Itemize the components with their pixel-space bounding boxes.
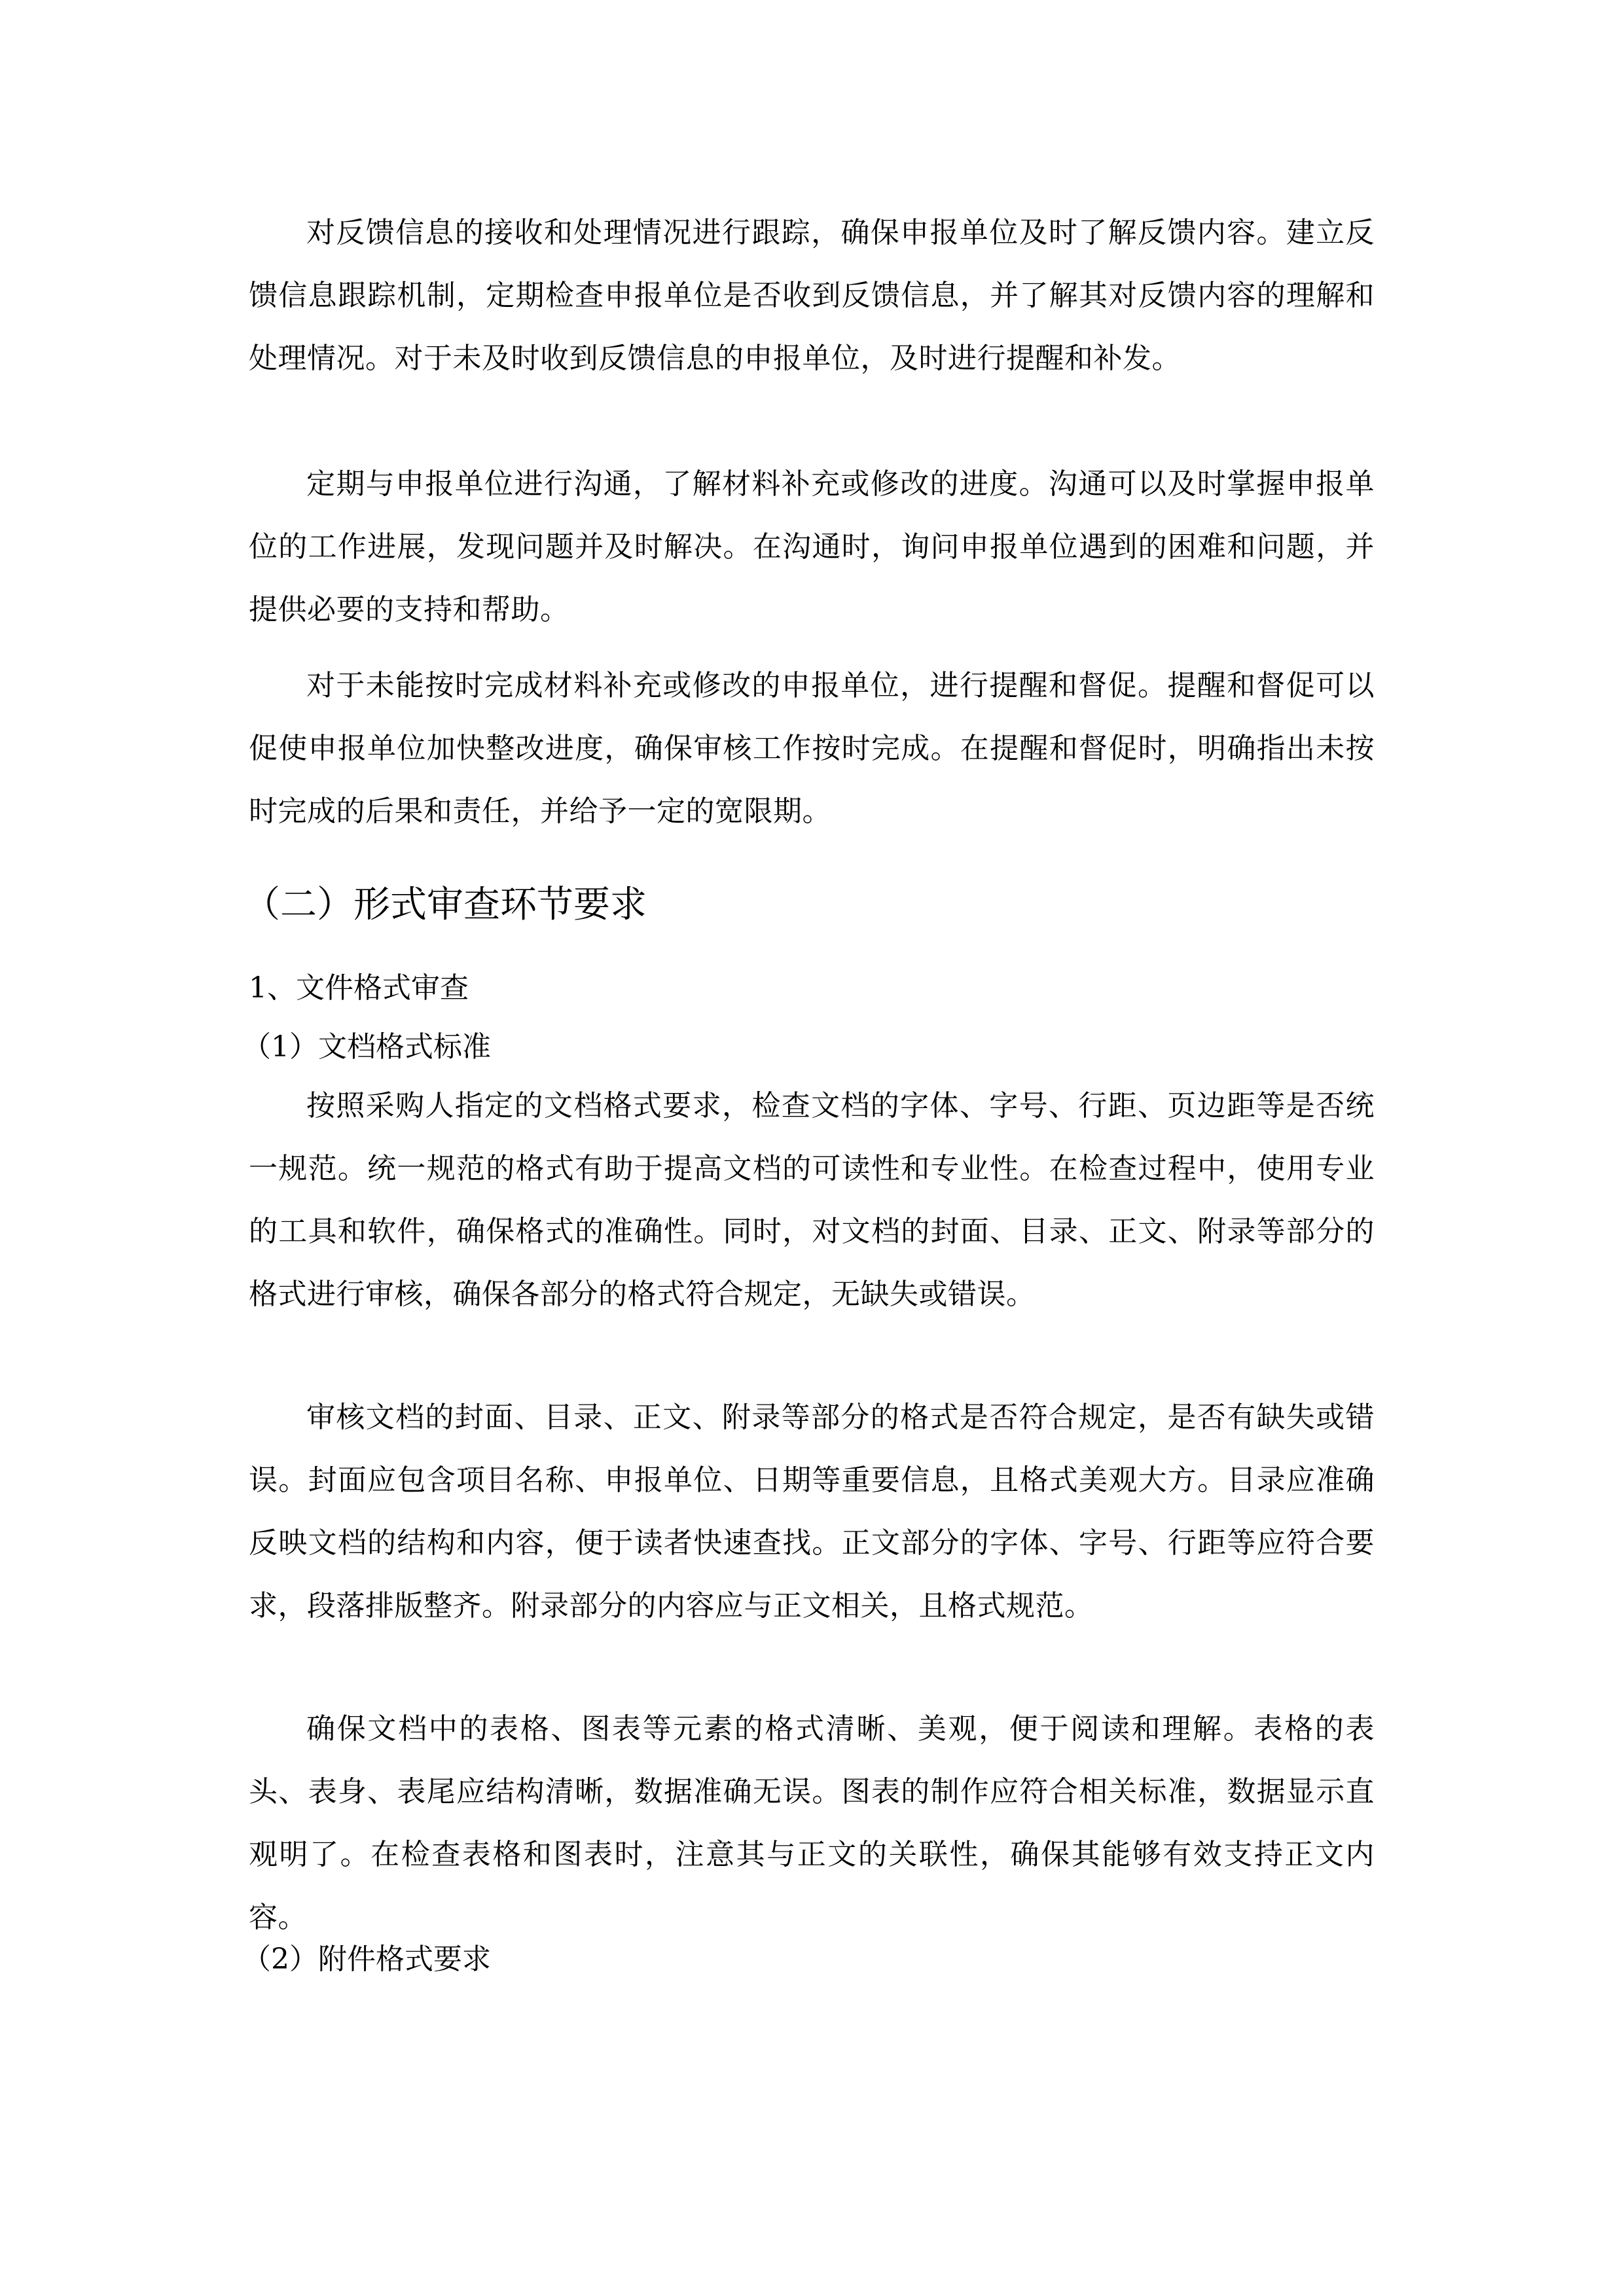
paragraph-reminder: 对于未能按时完成材料补充或修改的申报单位，进行提醒和督促。提醒和督促可以促使申报单位加快整改进度，确保审核工作按时完成。在提醒和督促时，明确指出未按时完成的后果和责任，并给予一定的宽限期。 xyxy=(249,669,1375,828)
paragraph-format-review: 审核文档的封面、目录、正文、附录等部分的格式是否符合规定，是否有缺失或错误。封面应包含项目名称、申报单位、日期等重要信息，且格式美观大方。目录应准确反映文档的结构和内容，便于读者快速查找。正文部分的字体、字号、行距等应符合要求，段落排版整齐。附录部分的内容应与正文相关，且格式规范。 xyxy=(249,1401,1375,1623)
paragraph-format-standard: 按照采购人指定的文档格式要求，检查文档的字体、字号、行距、页边距等是否统一规范。统一规范的格式有助于提高文档的可读性和专业性。在检查过程中，使用专业的工具和软件，确保格式的准确性。同时，对文档的封面、目录、正文、附录等部分的格式进行审核，确保各部分的格式符合规定，无缺失或错误。 xyxy=(249,1089,1375,1311)
section-heading: （二）形式审查环节要求 xyxy=(244,884,647,926)
subsection-heading: 1、文件格式审查 xyxy=(249,971,469,1005)
paragraph-feedback-tracking: 对反馈信息的接收和处理情况进行跟踪，确保申报单位及时了解反馈内容。建立反馈信息跟踪机制，定期检查申报单位是否收到反馈信息，并了解其对反馈内容的理解和处理情况。对于未及时收到反馈信息的申报单位，及时进行提醒和补发。 xyxy=(249,216,1375,375)
paragraph-tables-charts: 确保文档中的表格、图表等元素的格式清晰、美观，便于阅读和理解。表格的表头、表身、表尾应结构清晰，数据准确无误。图表的制作应符合相关标准，数据显示直观明了。在检查表格和图表时，注意其与正文的关联性，确保其能够有效支持正文内容。 xyxy=(249,1712,1375,1934)
item-heading-document-format: （1）文档格式标准 xyxy=(242,1030,491,1064)
paragraph-communication: 定期与申报单位进行沟通，了解材料补充或修改的进度。沟通可以及时掌握申报单位的工作进展，发现问题并及时解决。在沟通时，询问申报单位遇到的困难和问题，并提供必要的支持和帮助。 xyxy=(249,467,1375,626)
item-heading-attachment-format: （2）附件格式要求 xyxy=(242,1943,491,1976)
